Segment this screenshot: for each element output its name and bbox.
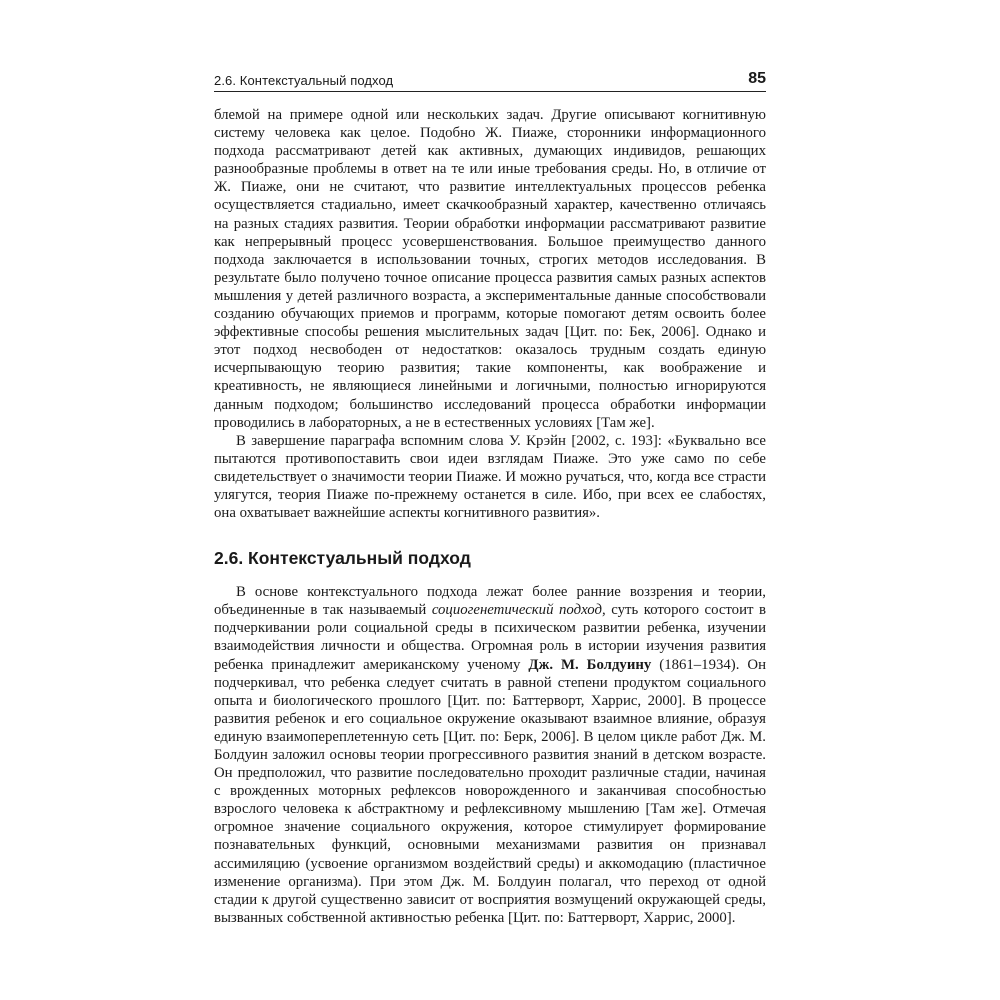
- paragraph-continuation: блемой на примере одной или нескольких задач. Другие описывают когнитивную систему человека как целое. Подобно Ж. Пиаже, сторонники информационного подхода рассматривают детей как активных, думающих индивидов, решающих разнообразные проблемы в ответ на те или иные требования среды. Но, в отличие от Ж. Пиаже, они не считают, что развитие интеллектуальных процессов ребенка осуществляется стадиально, имеет скачкообразный характер, качественно отличаясь на разных стадиях развития. Теории обработки информации рассматривают развитие как непрерывный процесс усовершенствования. Большое преимущество данного подхода заключается в использовании точных, строгих методов исследования. В результате было получено точное описание процесса развития самых разных аспектов мышления у детей различного возраста, а экспериментальные данные способствовали созданию обучающих приемов и программ, которые помогают детям освоить более эффективные способы решения мыслительных задач [Цит. по: Бек, 2006]. Однако и этот подход несвободен от недостатков: оказалось трудным создать единую исчерпывающую теорию развития; такие компоненты, как воображение и креативность, не являющиеся линейными и логичными, полностью игнорируются данным подходом; большинство исследований процесса обработки информации проводились в лабораторных, а не в естественных условиях [Там же].: [214, 107, 766, 431]
- paragraph-text-segment: , суть которого состоит в подчеркивании роли социальной среды в психическом развитии ребенка, изучении взаимодействия личности и общества. Огромная роль в истории изучения развития ребенка принадлежит американскому ученому: [214, 602, 766, 673]
- book-page: [214, 62, 766, 927]
- paragraph-text-segment: В основе контекстуального подхода лежат более ранние воззрения и теории, объединенные в так называемый: [214, 584, 766, 619]
- author-name-bold: Дж. М. Болдуину: [528, 656, 652, 673]
- emphasized-term: социогенетический подход: [431, 602, 602, 619]
- running-title: 2.6. Контекстуальный подход: [214, 73, 394, 88]
- running-header: [214, 62, 766, 92]
- page-number: 85: [748, 70, 766, 87]
- paragraph-text-segment: (1861–1934). Он подчеркивал, что ребенка следует считать в равной степени продуктом социального опыта и биологического прошлого [Цит. по: Баттерворт, Харрис, 2000]. В процессе развития ребенок и его социальное окружение оказывают взаимное влияние, образуя единую взаимопереплетенную сеть [Цит. по: Берк, 2006]. В целом цикле работ Дж. М. Болдуин заложил основы теории прогрессивного развития знаний в детском возрасте. Он предположил, что развитие последовательно проходит различные стадии, начиная с врожденных моторных рефлексов новорожденного и заканчивая способностью взрослого человека к абстрактному и рефлексивному мышлению [Там же]. Отмечая огромное значение социального окружения, которое стимулирует формирование познавательных функций, основными механизмами развития он признавал ассимиляцию (усвоение организмом воздействий среды) и аккомодацию (пластичное изменение организма). При этом Дж. М. Болдуин полагал, что переход от одной стадии к другой существенно зависит от восприятия возмущений окружающей среды, вызванных собственной активностью ребенка [Цит. по: Баттерворт, Харрис, 2000].: [214, 656, 766, 926]
- paragraph-contextual-approach: [214, 583, 766, 927]
- paragraph-craine-quote: В завершение параграфа вспомним слова У. Крэйн [2002, с. 193]: «Буквально все пытаются противопоставить свои идеи взглядам Пиаже. Это уже само по себе свидетельствует о значимости теории Пиаже. И можно ручаться, что, когда все страсти улягутся, теория Пиаже по-прежнему останется в силе. Ибо, при всех ее слабостях, она охватывает важнейшие аспекты когнитивного развития».: [214, 432, 766, 522]
- body-text: [214, 106, 766, 927]
- section-heading: 2.6. Контекстуальный подход: [214, 548, 471, 569]
